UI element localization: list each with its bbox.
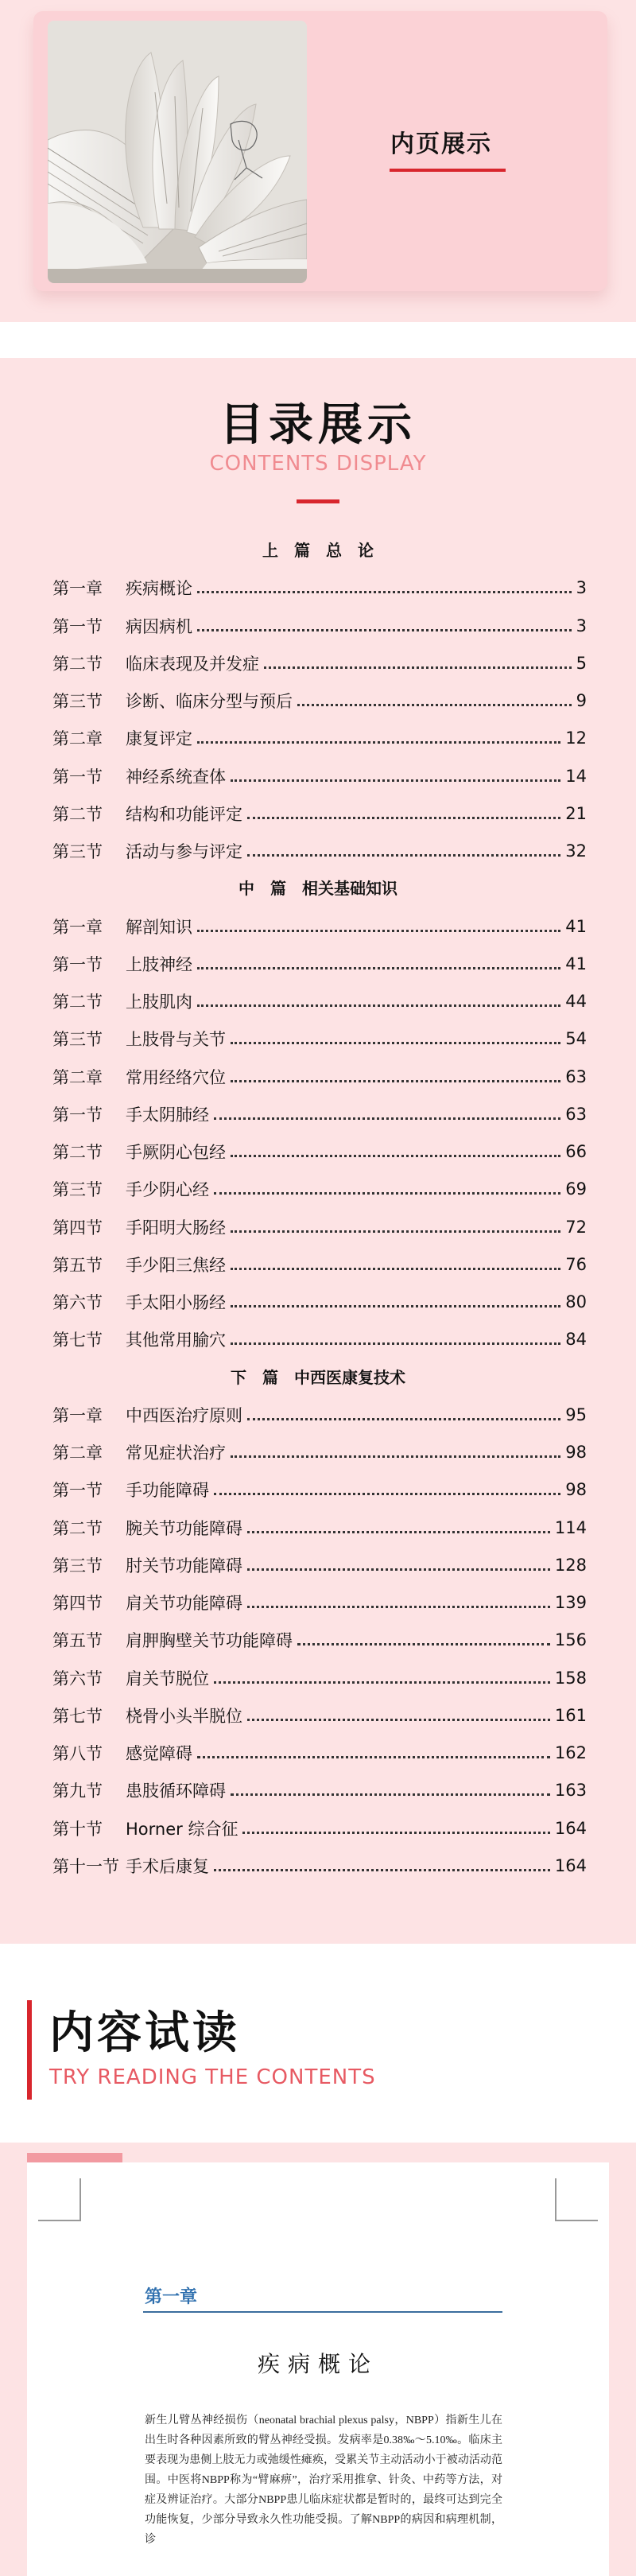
contents-entry-leader: [297, 1643, 550, 1645]
contents-entry-leader: [231, 1042, 560, 1044]
reading-section: [0, 1944, 636, 2576]
contents-part-heading: 下 篇 中西医康复技术: [231, 1368, 405, 1387]
contents-entry-leader: [247, 1719, 550, 1721]
contents-entry-title: 腕关节功能障碍: [126, 1519, 242, 1538]
contents-entry: [52, 1549, 587, 1581]
contents-entry-number: 第二节: [52, 1143, 103, 1162]
contents-entry-title: 上肢骨与关节: [126, 1030, 226, 1049]
contents-entry: [52, 722, 587, 754]
contents-entry-page: 63: [565, 1067, 587, 1086]
contents-entry-title: 结构和功能评定: [126, 805, 242, 824]
contents-entry-number: 第五节: [52, 1256, 103, 1275]
contents-entry: [52, 1737, 587, 1769]
contents-entry-leader: [231, 1342, 560, 1345]
contents-part-heading: 中 篇 相关基础知识: [238, 879, 398, 898]
contents-part-heading: 上 篇 总 论: [262, 541, 374, 560]
contents-entry-leader: [197, 741, 560, 744]
contents-entry-title: 常见症状治疗: [126, 1443, 226, 1463]
contents-entry: [52, 798, 587, 830]
contents-entry-number: 第四节: [52, 1218, 103, 1237]
contents-entry-page: 164: [554, 1856, 587, 1875]
contents-entry-title: 诊断、临床分型与预后: [126, 692, 293, 711]
contents-entry-number: 第九节: [52, 1781, 103, 1801]
contents-entry-title: 疾病概论: [126, 579, 192, 598]
contents-entry-title: 手厥阴心包经: [126, 1143, 226, 1162]
contents-entry-title: 康复评定: [126, 729, 192, 748]
contents-entry-number: 第二节: [52, 805, 103, 824]
contents-entry-number: 第一章: [52, 579, 103, 598]
contents-entry: [52, 1587, 587, 1618]
contents-entry: [52, 572, 587, 604]
contents-entry-leader: [247, 1418, 560, 1420]
crop-mark-top-left: [38, 2178, 81, 2221]
contents-entry-number: 第三节: [52, 692, 103, 711]
contents-entry: [52, 760, 587, 792]
contents-entry-number: 第一节: [52, 617, 103, 636]
contents-entry-page: 95: [565, 1405, 587, 1424]
contents-entry-number: 第十节: [52, 1820, 103, 1839]
contents-entry-number: 第三节: [52, 1180, 103, 1199]
banner-card: [33, 11, 607, 291]
contents-entry-page: 21: [565, 804, 587, 823]
contents-entry-leader: [247, 1568, 550, 1571]
contents-entry-number: 第一章: [52, 1406, 103, 1425]
contents-entry: [52, 1286, 587, 1318]
contents-entry-number: 第六节: [52, 1669, 103, 1688]
contents-entry-title: 上肢肌肉: [126, 993, 192, 1012]
open-book-photo: [48, 21, 307, 283]
contents-entry-page: 72: [565, 1218, 587, 1237]
contents-entry-title: 桡骨小头半脱位: [126, 1707, 242, 1726]
contents-entry-leader: [297, 704, 572, 706]
contents-entry-number: 第二节: [52, 655, 103, 674]
contents-entry-number: 第一节: [52, 1481, 103, 1500]
contents-entry-number: 第一节: [52, 1105, 103, 1125]
contents-entry-page: 163: [554, 1781, 587, 1800]
reading-subtitle: TRY READING THE CONTENTS: [49, 2065, 376, 2089]
contents-entry-page: 3: [576, 616, 587, 635]
contents-entry-leader: [247, 1531, 550, 1533]
contents-entry-title: 肩胛胸壁关节功能障碍: [126, 1631, 293, 1650]
contents-entry-page: 66: [565, 1142, 587, 1161]
contents-entry: [52, 1436, 587, 1468]
contents-entry-number: 第三节: [52, 1556, 103, 1576]
section-spacer: [0, 322, 636, 358]
contents-entry-leader: [247, 1606, 550, 1608]
contents-entry-leader: [242, 1832, 549, 1834]
contents-entry-page: 164: [554, 1819, 587, 1838]
contents-entry-leader: [197, 930, 560, 932]
contents-entry-number: 第二节: [52, 1519, 103, 1538]
contents-entry-leader: [231, 1080, 560, 1082]
contents-entry: [52, 1399, 587, 1431]
contents-entry-page: 32: [565, 841, 587, 861]
contents-entry: [52, 948, 587, 980]
contents-entry-title: 上肢神经: [126, 955, 192, 974]
contents-entry-page: 14: [565, 767, 587, 786]
contents-entry-title: 神经系统查体: [126, 767, 226, 787]
contents-entry-page: 76: [565, 1255, 587, 1274]
contents-entry-leader: [197, 591, 572, 593]
contents-entry-page: 128: [554, 1556, 587, 1575]
contents-entry-page: 80: [565, 1292, 587, 1311]
contents-entry: [52, 647, 587, 679]
contents-entry-page: 9: [576, 691, 587, 710]
crop-mark-top-right: [555, 2178, 598, 2221]
contents-entry-page: 84: [565, 1330, 587, 1349]
banner-underline: [390, 169, 506, 172]
contents-entry: [52, 610, 587, 642]
contents-entry-leader: [214, 1117, 560, 1120]
contents-entry: [52, 1136, 587, 1168]
contents-entry: [52, 1474, 587, 1506]
contents-entry-page: 44: [565, 992, 587, 1011]
contents-entry-page: 3: [576, 578, 587, 597]
contents-entry: [52, 985, 587, 1017]
contents-section: [0, 358, 636, 1944]
contents-subtitle: CONTENTS DISPLAY: [209, 452, 427, 476]
contents-entry-title: 手太阴肺经: [126, 1105, 209, 1125]
contents-entry-title: 手阳明大肠经: [126, 1218, 226, 1237]
contents-entry-leader: [247, 817, 560, 819]
contents-entry-number: 第二章: [52, 729, 103, 748]
contents-entry-number: 第一节: [52, 767, 103, 787]
contents-entry-leader: [197, 967, 560, 969]
contents-entry-title: 中西医治疗原则: [126, 1406, 242, 1425]
reading-accent-bar: [27, 2000, 32, 2100]
contents-entry-page: 98: [565, 1443, 587, 1462]
contents-entry-leader: [231, 1268, 560, 1270]
contents-entry: [52, 911, 587, 942]
contents-entry: [52, 1700, 587, 1731]
contents-entry: [52, 1249, 587, 1280]
contents-entry-number: 第一章: [52, 918, 103, 937]
contents-entry-number: 第八节: [52, 1744, 103, 1763]
contents-entry: [52, 1774, 587, 1806]
contents-entry-leader: [264, 666, 572, 669]
contents-entry: [52, 1061, 587, 1093]
contents-entry-page: 41: [565, 917, 587, 936]
chapter-rule: [143, 2311, 502, 2313]
contents-entry: [52, 1624, 587, 1656]
contents-entry-number: 第七节: [52, 1331, 103, 1350]
contents-entry-page: 41: [565, 954, 587, 973]
contents-entry-title: 临床表现及并发症: [126, 655, 259, 674]
contents-entry-leader: [231, 1793, 550, 1796]
contents-entry-number: 第三节: [52, 1030, 103, 1049]
contents-entry: [52, 1512, 587, 1544]
contents-entry-leader: [231, 779, 560, 782]
contents-entry-leader: [197, 1004, 560, 1007]
contents-entry: [52, 1098, 587, 1130]
contents-entry-title: 手功能障碍: [126, 1481, 209, 1500]
contents-entry-leader: [197, 629, 572, 631]
sample-page: [27, 2162, 609, 2576]
contents-entry-title: 解剖知识: [126, 918, 192, 937]
contents-entry-title: 肩关节脱位: [126, 1669, 209, 1688]
contents-entry-page: 114: [554, 1518, 587, 1537]
contents-entry-leader: [247, 854, 560, 857]
contents-title: 目录展示: [219, 399, 417, 451]
contents-entry: [52, 1662, 587, 1694]
contents-entry-page: 139: [554, 1593, 587, 1612]
contents-entry-page: 12: [565, 729, 587, 748]
contents-entry-number: 第二节: [52, 993, 103, 1012]
contents-entry-number: 第二章: [52, 1068, 103, 1087]
contents-entry: [52, 835, 587, 867]
contents-entry-number: 第五节: [52, 1631, 103, 1650]
page-tab-marker: [27, 2153, 122, 2162]
contents-entry-title: 肘关节功能障碍: [126, 1556, 242, 1576]
contents-entry-title: 感觉障碍: [126, 1744, 192, 1763]
contents-entry-page: 98: [565, 1480, 587, 1499]
contents-entry-number: 第七节: [52, 1707, 103, 1726]
contents-entry-leader: [214, 1493, 560, 1495]
contents-entry-number: 第十一节: [52, 1857, 119, 1876]
contents-entry-title: 其他常用腧穴: [126, 1331, 226, 1350]
contents-entry-page: 69: [565, 1179, 587, 1199]
contents-entry-title: 活动与参与评定: [126, 842, 242, 861]
contents-entry-title: 常用经络穴位: [126, 1068, 226, 1087]
contents-entry: [52, 1323, 587, 1355]
contents-entry-leader: [231, 1230, 560, 1233]
contents-entry-leader: [231, 1455, 560, 1458]
banner-title: 内页展示: [390, 130, 492, 158]
inner-page-banner: [0, 0, 636, 322]
contents-entry: [52, 685, 587, 717]
contents-entry: [52, 1813, 587, 1844]
contents-entry-number: 第六节: [52, 1293, 103, 1312]
contents-entry-title: 病因病机: [126, 617, 192, 636]
contents-entry-number: 第三节: [52, 842, 103, 861]
contents-entry-title: 手太阳小肠经: [126, 1293, 226, 1312]
contents-entry-leader: [231, 1305, 560, 1307]
contents-entry-title: 手少阳三焦经: [126, 1256, 226, 1275]
contents-entry: [52, 1850, 587, 1882]
contents-entry-number: 第四节: [52, 1594, 103, 1613]
contents-entry-title: 肩关节功能障碍: [126, 1594, 242, 1613]
contents-entry-number: 第一节: [52, 955, 103, 974]
contents-entry-page: 5: [576, 654, 587, 673]
contents-entry: [52, 1173, 587, 1205]
contents-entry-leader: [214, 1869, 550, 1871]
reading-title: 内容试读: [49, 2007, 240, 2059]
sample-chapter-label: 第一章: [145, 2287, 198, 2307]
contents-entry-page: 158: [554, 1669, 587, 1688]
contents-entry-title: Horner 综合征: [126, 1820, 238, 1839]
contents-entry-page: 156: [554, 1630, 587, 1649]
contents-entry-page: 162: [554, 1743, 587, 1762]
contents-entry-title: 手少阴心经: [126, 1180, 209, 1199]
contents-entry-leader: [197, 1756, 550, 1758]
contents-entry-title: 患肢循环障碍: [126, 1781, 226, 1801]
contents-entry: [52, 1211, 587, 1243]
contents-entry-page: 63: [565, 1105, 587, 1124]
contents-title-underline: [297, 499, 339, 503]
contents-entry-page: 54: [565, 1029, 587, 1048]
contents-entry-leader: [214, 1681, 550, 1684]
contents-entry-title: 手术后康复: [126, 1857, 209, 1876]
contents-entry-leader: [231, 1155, 560, 1157]
contents-entry-number: 第二章: [52, 1443, 103, 1463]
sample-body-text: 新生儿臂丛神经损伤（neonatal brachial plexus palsy，NBPP）指新生儿在出生时各种因素所致的臂丛神经受损。发病率是0.38‰～5.10‰。临床主要表现为患侧上肢无力或弛缓性瘫痪，受累关节主动活动小于被动活动范围。中医将NBPP称为“臂麻痹”，治疗采用推拿、针灸、中药等方法，对症及辨证治疗。大部分NBPP患儿临床症状都是暂时的，最终可达到完全功能恢复，少部分导致永久性功能受损。了解NBPP的病因和病理机制，诊: [145, 2415, 502, 2546]
contents-entry: [52, 1023, 587, 1055]
sample-chapter-title: 疾病概论: [257, 2351, 378, 2377]
contents-entry-leader: [214, 1192, 560, 1195]
contents-entry-page: 161: [554, 1706, 587, 1725]
